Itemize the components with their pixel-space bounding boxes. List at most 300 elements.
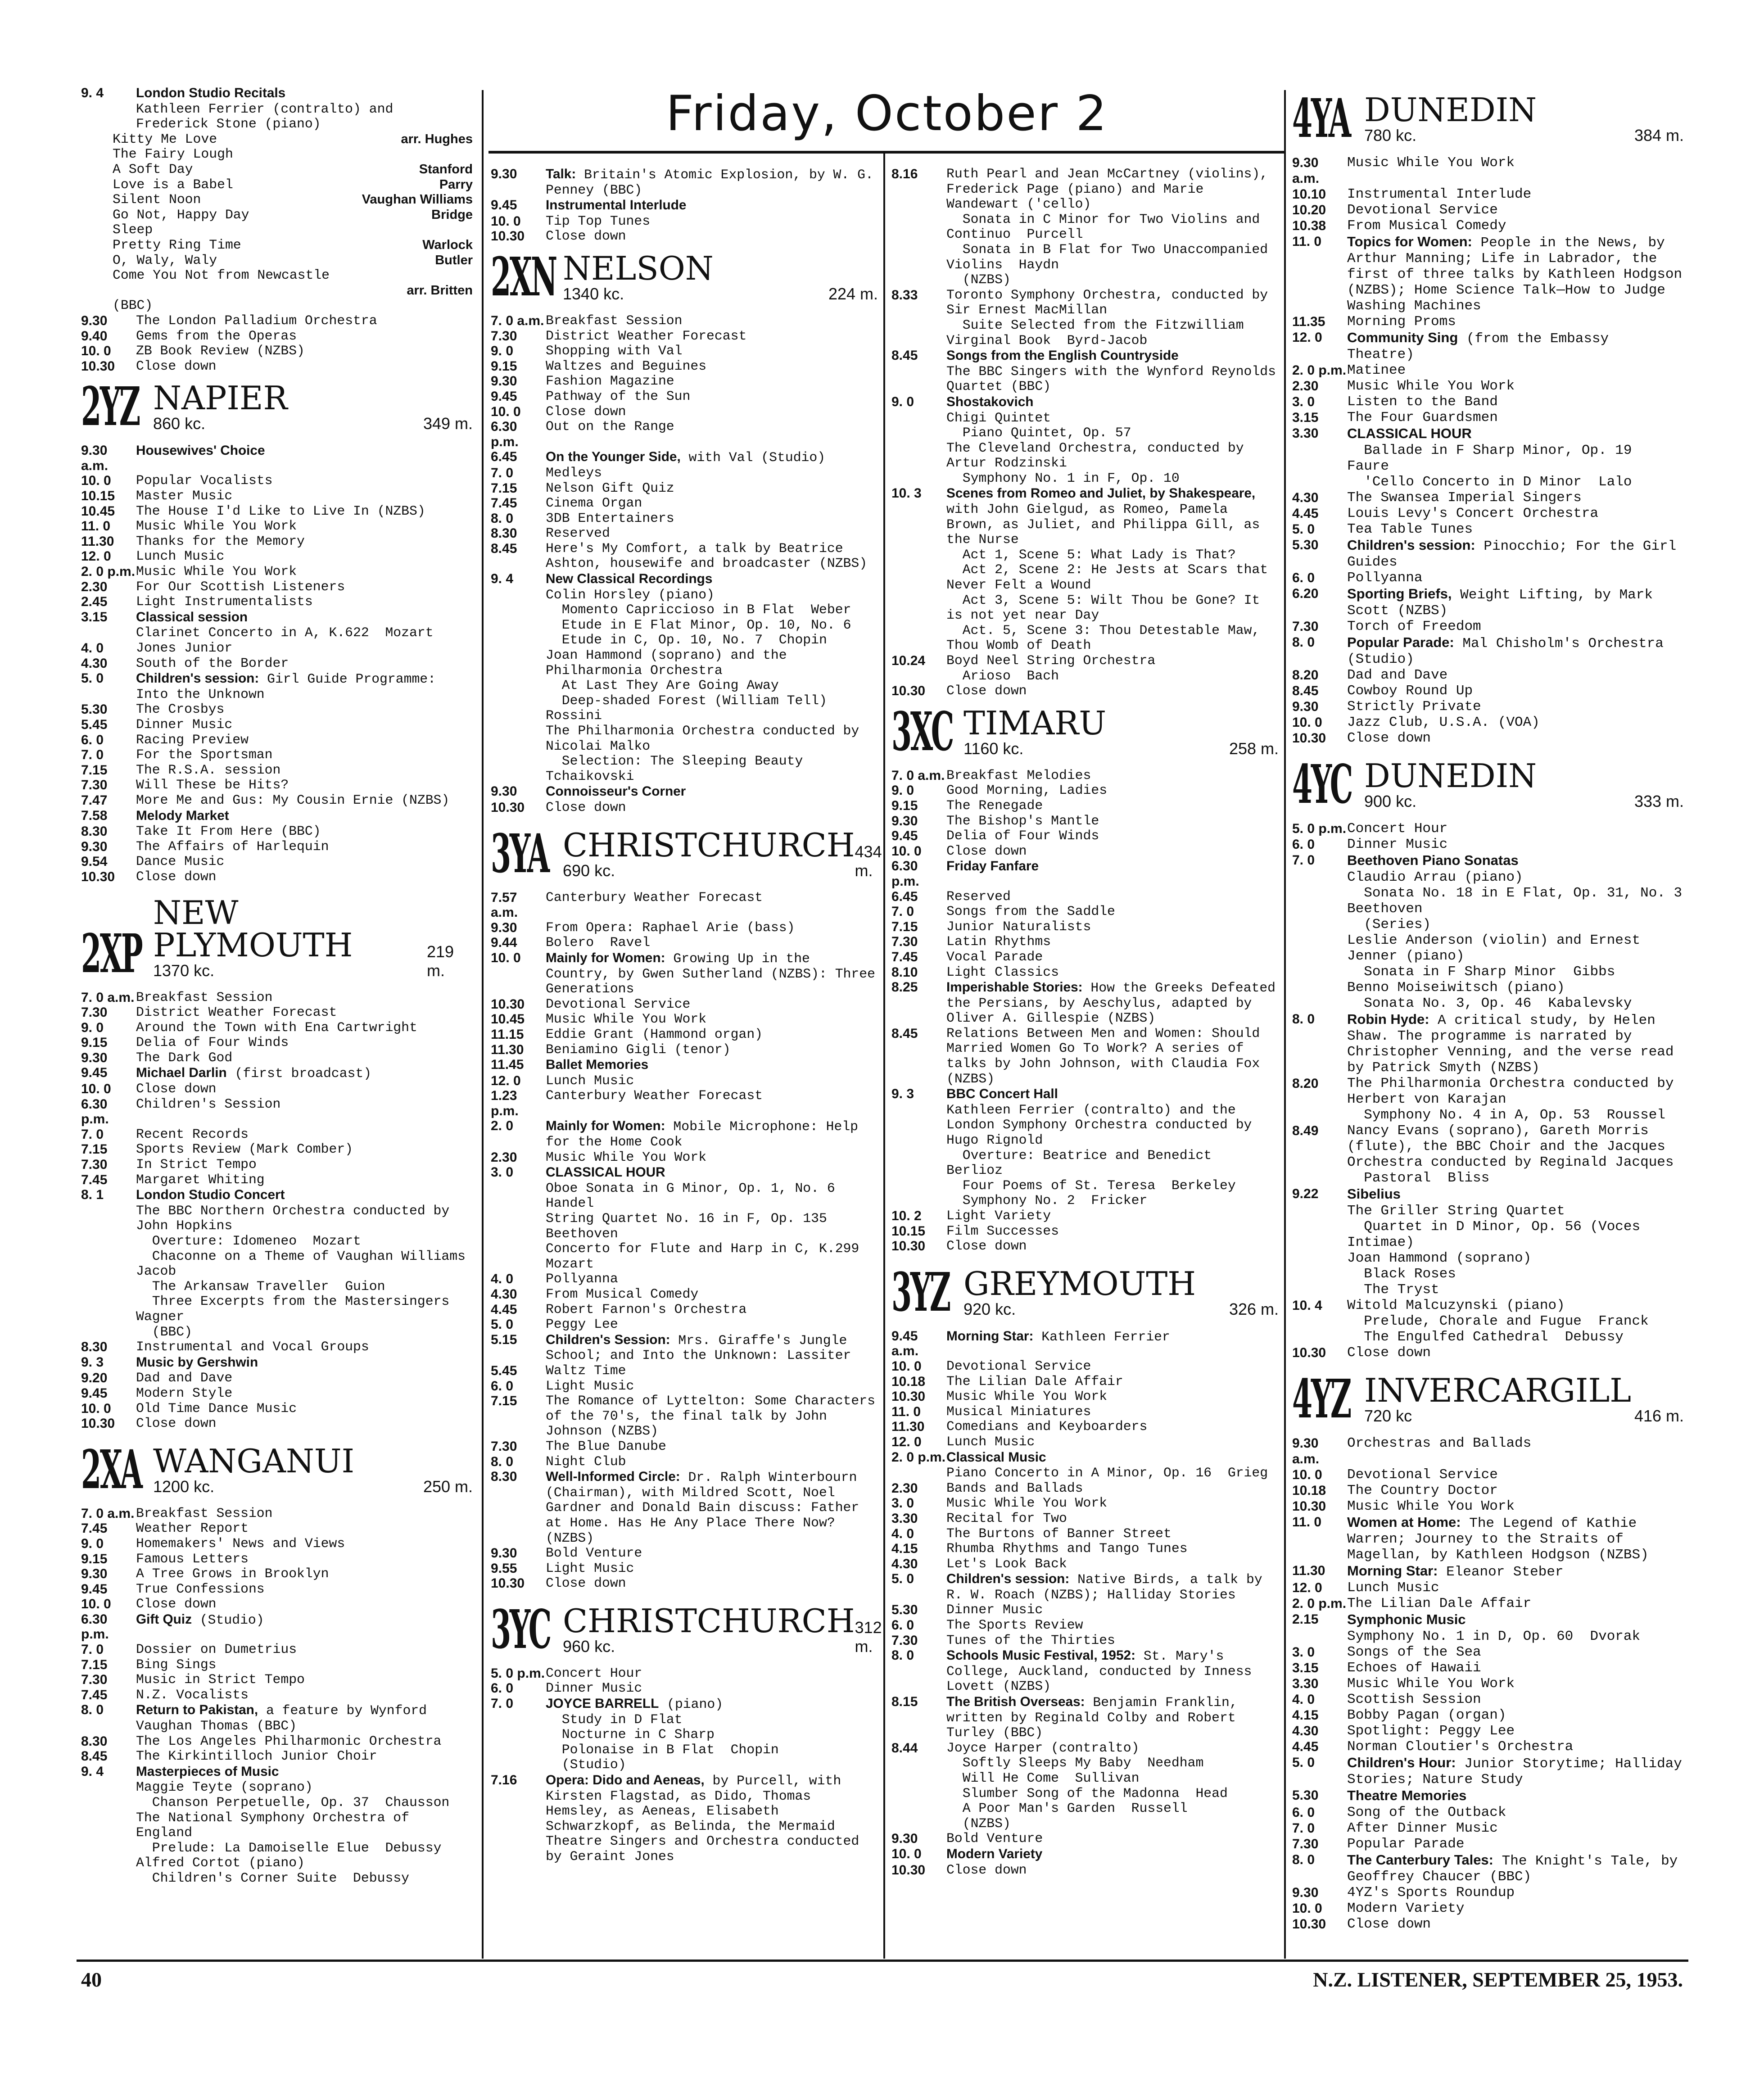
work-line xyxy=(81,132,473,147)
entry-time: 10. 0 xyxy=(1292,715,1322,730)
entry-text xyxy=(946,1648,1279,1694)
entry-text xyxy=(546,329,878,344)
schedule-entry xyxy=(81,102,473,132)
schedule-entry xyxy=(1292,1629,1684,1644)
entry-text xyxy=(546,1302,878,1317)
entry-heading: Return to Pakistan, xyxy=(136,1702,258,1718)
entry-time xyxy=(1292,885,1347,917)
entry-text xyxy=(136,1841,473,1856)
entry-text xyxy=(546,389,878,404)
entry-text xyxy=(946,814,1279,829)
schedule-entry xyxy=(1292,1467,1684,1483)
entry-time xyxy=(1292,1629,1347,1644)
entry-text xyxy=(136,656,473,671)
station-header xyxy=(491,822,882,885)
entry-time: 8.45 xyxy=(891,1026,918,1041)
entry-detail: Piano Quintet, Op. 57 xyxy=(946,425,1131,441)
entry-time: 9.30 xyxy=(491,1546,517,1561)
entry-time: 3.15 xyxy=(1292,410,1319,425)
schedule-entry xyxy=(1292,506,1684,521)
entry-text xyxy=(1347,1916,1684,1932)
entry-text xyxy=(136,1050,473,1066)
schedule-entry xyxy=(891,1178,1279,1194)
entry-detail: Close down xyxy=(136,1081,217,1097)
schedule-entry xyxy=(491,359,878,374)
station-city: TIMARU xyxy=(963,704,1107,742)
entry-detail: Delia of Four Winds xyxy=(946,828,1099,844)
entry-time: 3. 0 xyxy=(891,1496,914,1511)
entry-time xyxy=(891,623,946,653)
entry-detail: Close down xyxy=(946,1862,1027,1878)
entry-detail: N.Z. Vocalists xyxy=(136,1687,249,1702)
entry-time: 12. 0 xyxy=(81,549,111,564)
station-wavelength: 349 m. xyxy=(423,414,473,433)
schedule-entry xyxy=(891,844,1279,859)
entry-time: 5. 0 xyxy=(81,671,104,686)
station-city: DUNEDIN xyxy=(1364,757,1537,795)
entry-heading: The Canterbury Tales: xyxy=(1347,1852,1494,1868)
entry-text xyxy=(136,549,473,564)
schedule-entry xyxy=(81,824,473,839)
entry-time xyxy=(891,1193,946,1208)
entry-detail: At Last They Are Going Away xyxy=(546,678,779,693)
entry-text xyxy=(546,229,878,244)
entry-detail: Momento Capriccioso in B Flat Weber xyxy=(546,602,851,618)
schedule-entry xyxy=(1292,683,1684,699)
schedule-entry xyxy=(891,919,1279,935)
entry-time: 5.30 xyxy=(1292,538,1319,552)
entry-text xyxy=(136,489,473,504)
entry-detail: Modern Variety xyxy=(1347,1901,1465,1916)
entry-time: 5. 0 xyxy=(1292,522,1315,537)
entry-time: 7.45 xyxy=(891,949,918,964)
entry-time: 7.15 xyxy=(81,762,108,778)
entry-detail: The Philharmonia Orchestra conducted by Herbert von Karajan xyxy=(1347,1076,1683,1107)
entry-detail: Lunch Music xyxy=(136,548,225,564)
schedule-entry xyxy=(81,1325,473,1340)
entry-text xyxy=(1347,1755,1691,1788)
entry-text xyxy=(1347,155,1684,186)
entry-time xyxy=(891,364,946,394)
entry-detail: The Knight's Tale, by Geoffrey Chaucer (BBC) xyxy=(1347,1853,1686,1885)
schedule-entry xyxy=(81,1294,473,1324)
entry-text xyxy=(946,1786,1279,1801)
entry-time: 10.30 xyxy=(1292,1917,1326,1932)
entry-detail: Songs from the Saddle xyxy=(946,904,1115,919)
entry-detail: Devotional Service xyxy=(1347,202,1498,218)
entry-detail: Close down xyxy=(946,683,1027,699)
entry-detail: ZB Book Review (NZBS) xyxy=(136,343,305,359)
entry-time: 8.20 xyxy=(1292,668,1319,683)
entry-time: 9.54 xyxy=(81,854,108,869)
entry-text xyxy=(946,653,1279,669)
entry-detail: Three Excerpts from the Mastersingers Wagner xyxy=(136,1294,466,1324)
entry-time: 6. 0 xyxy=(1292,570,1315,585)
schedule-entry xyxy=(81,808,473,824)
entry-time: 9.45 xyxy=(491,389,517,404)
entry-detail: Cowboy Round Up xyxy=(1347,683,1473,699)
entry-heading: On the Younger Side, xyxy=(546,449,681,465)
entry-detail: Tunes of the Thirties xyxy=(946,1632,1115,1648)
entry-time: 7.45 xyxy=(491,496,517,511)
schedule-entry xyxy=(891,1026,1279,1086)
issue-line: N.Z. LISTENER, SEPTEMBER 25, 1953. xyxy=(1313,1968,1683,1991)
entry-text xyxy=(136,1688,473,1703)
entry-text xyxy=(1347,1852,1684,1885)
entry-text xyxy=(946,242,1279,272)
entry-time: 10.30 xyxy=(1292,731,1326,746)
station-name-block xyxy=(563,1602,855,1656)
entry-time xyxy=(81,1795,136,1810)
entry-heading: Mainly for Women: xyxy=(546,1118,665,1134)
schedule-entry xyxy=(1292,362,1684,378)
entry-text xyxy=(546,1150,878,1165)
entry-time xyxy=(891,1178,946,1194)
entry-detail: Pastoral Bliss xyxy=(1347,1170,1490,1186)
entry-detail: Selection: The Sleeping Beauty Tchaikovski xyxy=(546,753,819,784)
work-line xyxy=(81,268,473,283)
entry-text xyxy=(136,473,473,489)
entry-time: 11.15 xyxy=(491,1027,524,1042)
entry-text xyxy=(1347,1580,1684,1596)
entry-detail: String Quartet No. 16 in F, Op. 135 Beethoven xyxy=(546,1211,843,1241)
entry-text xyxy=(1347,964,1684,980)
entry-time: 6.45 xyxy=(891,889,918,904)
entry-text xyxy=(1347,1739,1684,1755)
work-line xyxy=(81,177,473,193)
entry-text xyxy=(1347,378,1684,394)
entry-text xyxy=(136,671,473,702)
schedule-entry xyxy=(891,1648,1279,1694)
entry-time xyxy=(491,1757,546,1773)
schedule-entry xyxy=(891,1329,1279,1359)
schedule-entry xyxy=(491,1363,878,1379)
entry-text xyxy=(136,641,473,656)
entry-text xyxy=(136,1871,473,1886)
entry-time: 12. 0 xyxy=(1292,330,1322,345)
entry-detail: For the Sportsman xyxy=(136,747,273,763)
entry-time xyxy=(81,102,136,132)
entry-detail: Four Poems of St. Teresa Berkeley xyxy=(946,1177,1236,1193)
entry-detail: Lunch Music xyxy=(1347,1580,1439,1596)
entry-time: 10.30 xyxy=(891,1389,926,1404)
entry-heading: Children's session: xyxy=(136,671,259,686)
entry-text xyxy=(1347,852,1684,869)
schedule-entry xyxy=(891,1756,1279,1771)
entry-text xyxy=(946,859,1279,889)
entry-text xyxy=(136,1734,473,1749)
schedule-entry xyxy=(81,1582,473,1597)
entry-text xyxy=(1347,218,1684,234)
entry-time: 9. 3 xyxy=(891,1086,914,1102)
entry-text xyxy=(1347,1467,1684,1483)
column-4 xyxy=(1292,86,1699,1950)
entry-text xyxy=(136,1371,473,1386)
station-header xyxy=(491,245,878,308)
entry-detail: Ruth Pearl and Jean McCartney (violins), Frederick Page (piano) and Marie Wandewart ('cello) xyxy=(946,166,1276,212)
entry-time: 10.45 xyxy=(491,1012,525,1027)
entry-heading: Friday Fanfare xyxy=(946,859,1039,874)
entry-time: 3.15 xyxy=(1292,1661,1319,1675)
entry-detail: District Weather Forecast xyxy=(136,1005,337,1020)
entry-detail: Spotlight: Peggy Lee xyxy=(1347,1723,1515,1739)
entry-text xyxy=(946,1389,1279,1404)
entry-time: 2.45 xyxy=(81,594,108,610)
entry-text xyxy=(546,1773,878,1865)
schedule-entry xyxy=(1292,1644,1684,1660)
schedule-entry xyxy=(81,443,473,473)
entry-time xyxy=(491,754,546,784)
entry-time: 8.30 xyxy=(81,1340,108,1355)
entry-text xyxy=(946,919,1279,935)
entry-time: 8.30 xyxy=(491,1469,517,1484)
entry-text xyxy=(1347,1629,1684,1644)
entry-detail: Light Instrumentalists xyxy=(136,594,313,610)
entry-time xyxy=(491,633,546,648)
entry-time: 9.15 xyxy=(81,1035,108,1050)
entry-detail: The Romance of Lyttelton: Some Characters of the 70's, the final talk by John Johnson (NZBS) xyxy=(546,1393,883,1439)
work-line xyxy=(81,298,473,313)
entry-heading: Michael Darlin xyxy=(136,1065,227,1081)
entry-text xyxy=(136,1340,473,1355)
entry-detail: Music While You Work xyxy=(546,1011,707,1027)
schedule-entry xyxy=(891,1435,1279,1450)
entry-time: 10. 0 xyxy=(81,1082,111,1097)
entry-text xyxy=(136,1552,473,1567)
entry-detail: Canterbury Weather Forecast xyxy=(546,889,763,905)
schedule-entry xyxy=(491,784,878,800)
entry-text xyxy=(1347,1901,1684,1916)
schedule-entry xyxy=(1292,1916,1684,1932)
schedule-entry xyxy=(81,1142,473,1157)
entry-detail: Good Morning, Ladies xyxy=(946,783,1108,798)
entry-text xyxy=(546,602,878,618)
entry-time: 7. 0 xyxy=(891,904,914,919)
entry-text xyxy=(946,1771,1279,1786)
entry-time: 7.45 xyxy=(81,1687,108,1702)
entry-detail: Instrumental Interlude xyxy=(1347,186,1532,202)
schedule-entry xyxy=(491,1165,878,1181)
entry-time: 7.47 xyxy=(81,792,108,808)
schedule-entry xyxy=(81,1612,473,1642)
entry-text xyxy=(1347,1107,1684,1123)
entry-detail: Tip Top Tunes xyxy=(546,213,651,229)
entry-text xyxy=(1347,186,1684,202)
entry-detail: The Burtons of Banner Street xyxy=(946,1525,1172,1541)
entry-heading: Morning Star: xyxy=(1347,1563,1438,1579)
entry-text xyxy=(946,1404,1279,1420)
entry-time: 10. 4 xyxy=(1292,1298,1322,1313)
entry-text xyxy=(136,1279,473,1294)
entry-time: 10. 0 xyxy=(1292,1467,1322,1482)
entry-detail: True Confessions xyxy=(136,1581,265,1597)
entry-time: 8.10 xyxy=(891,964,918,980)
station-wavelength: 224 m. xyxy=(828,284,878,303)
entry-time: 10. 0 xyxy=(491,950,521,965)
schedule-entry xyxy=(81,1688,473,1703)
schedule-entry xyxy=(81,1749,473,1764)
schedule-entry xyxy=(1292,837,1684,852)
schedule-entry xyxy=(1292,1514,1684,1563)
entry-text xyxy=(1347,1282,1684,1298)
entry-detail: Dr. Ralph Winterbourn (Chairman), with Mildred Scott, Noel Gardner and Donald Bain discuss: Father at Home. Has He Any Place There Now? (NZBS) xyxy=(546,1470,868,1546)
work-composer: Parry xyxy=(439,177,473,192)
entry-text xyxy=(946,934,1279,950)
schedule-entry xyxy=(491,481,878,496)
entry-time: 8. 0 xyxy=(491,1454,514,1469)
entry-time: 2. 0 p.m. xyxy=(1292,1596,1347,1611)
entry-detail: Mrs. Giraffe's Jungle School; and Into the Unknown: Lassiter xyxy=(546,1332,855,1363)
schedule-entry xyxy=(891,934,1279,950)
entry-detail: Quartet in D Minor, Op. 56 (Voces Intimae) xyxy=(1347,1219,1649,1250)
schedule-entry xyxy=(491,374,878,389)
entry-text xyxy=(946,1618,1279,1633)
entry-time: 8. 0 xyxy=(81,1702,104,1718)
entry-time: 8.30 xyxy=(81,824,108,839)
entry-time xyxy=(891,1466,946,1481)
entry-detail: Dinner Music xyxy=(136,716,233,732)
entry-text xyxy=(946,1224,1279,1239)
entry-time: 9.30 xyxy=(81,1050,108,1065)
entry-text xyxy=(1347,1170,1684,1186)
entry-heading: Women at Home: xyxy=(1347,1514,1461,1530)
entry-text xyxy=(1347,619,1684,634)
entry-text xyxy=(546,800,878,815)
schedule-entry xyxy=(891,623,1279,653)
entry-detail: Clarinet Concerto in A, K.622 Mozart xyxy=(136,625,434,641)
schedule-entry xyxy=(1292,570,1684,586)
entry-text xyxy=(546,693,878,724)
entry-time xyxy=(891,212,946,242)
entry-text xyxy=(546,167,882,198)
entry-detail: Jazz Club, U.S.A. (VOA) xyxy=(1347,715,1540,730)
entry-detail: Peggy Lee xyxy=(546,1317,618,1332)
entry-time xyxy=(1292,1250,1347,1266)
entry-detail: For Our Scottish Listeners xyxy=(136,579,345,594)
entry-detail: In Strict Tempo xyxy=(136,1157,257,1172)
station-city: NEW PLYMOUTH xyxy=(153,893,353,964)
entry-time xyxy=(491,1742,546,1758)
schedule-entry xyxy=(891,828,1279,844)
entry-detail: Medleys xyxy=(546,465,602,480)
entry-detail: Shopping with Val xyxy=(546,343,683,359)
entry-text xyxy=(136,869,473,885)
schedule-entry xyxy=(491,618,878,633)
schedule-entry xyxy=(81,869,473,885)
entry-detail: From Musical Comedy xyxy=(546,1286,699,1302)
work-title: Love is a Babel xyxy=(113,177,233,192)
entry-time: 10.24 xyxy=(891,653,926,668)
station-name-block xyxy=(963,704,1107,758)
entry-time xyxy=(1292,443,1347,474)
station-frequency: 720 kc xyxy=(1364,1407,1412,1425)
entry-text xyxy=(1347,932,1684,964)
schedule-entry xyxy=(1292,1219,1684,1250)
entry-time xyxy=(891,1801,946,1816)
entry-text xyxy=(136,102,473,132)
entry-time: 6. 0 xyxy=(1292,1805,1315,1820)
entry-text xyxy=(546,1561,878,1576)
entry-detail: The BBC Northern Orchestra conducted by John Hopkins xyxy=(136,1203,458,1234)
entry-text xyxy=(546,1454,878,1470)
entry-detail: Lunch Music xyxy=(546,1073,634,1088)
entry-text xyxy=(546,1379,878,1394)
entry-detail: Concerto for Flute and Harp in C, K.299 Mozart xyxy=(546,1241,875,1272)
entry-time: 2. 0 xyxy=(491,1118,514,1134)
schedule-entry xyxy=(1292,1498,1684,1514)
entry-text xyxy=(136,534,473,549)
entry-text xyxy=(946,1741,1279,1756)
schedule-entry xyxy=(1292,1345,1684,1361)
work-composer: Butler xyxy=(435,253,473,267)
schedule-entry xyxy=(1292,1596,1684,1611)
entry-detail: Comedians and Keyboarders xyxy=(946,1419,1148,1435)
entry-detail: Eddie Grant (Hammond organ) xyxy=(546,1026,763,1042)
entry-text xyxy=(546,1757,878,1773)
entry-time: 7.57 a.m. xyxy=(491,890,521,920)
entry-detail: 'Cello Concerto in D Minor Lalo xyxy=(1347,474,1632,490)
entry-text xyxy=(946,1374,1279,1389)
entry-text xyxy=(546,1696,878,1712)
entry-time xyxy=(1292,1282,1347,1298)
entry-time: 1.23 p.m. xyxy=(491,1088,521,1118)
entry-heading: The British Overseas: xyxy=(946,1694,1085,1710)
entry-time xyxy=(491,1181,546,1211)
schedule-entry xyxy=(891,1086,1279,1103)
entry-heading: Symphonic Music xyxy=(1347,1611,1466,1627)
entry-detail: South of the Border xyxy=(136,655,289,671)
station-4ya xyxy=(1292,87,1691,746)
entry-text xyxy=(546,1317,878,1332)
entry-heading: Sibelius xyxy=(1347,1186,1401,1202)
schedule-entry xyxy=(81,1097,473,1127)
entry-time xyxy=(81,1294,136,1324)
station-callsign: 4YC xyxy=(1292,753,1352,815)
schedule-entry xyxy=(1292,394,1684,410)
entry-text xyxy=(546,633,878,648)
schedule-entry xyxy=(81,1702,473,1733)
schedule-entry xyxy=(491,229,878,244)
entry-time xyxy=(1292,917,1347,932)
entry-text xyxy=(1347,699,1684,715)
entry-time xyxy=(491,602,546,618)
schedule-entry xyxy=(491,1773,878,1865)
entry-text xyxy=(136,717,473,733)
schedule-entry xyxy=(491,754,878,784)
station-name-block xyxy=(1364,757,1537,811)
entry-time: 6. 0 xyxy=(81,732,104,747)
entry-time: 9.30 xyxy=(1292,1885,1319,1900)
entry-text xyxy=(1347,490,1684,506)
schedule-entry xyxy=(1292,1313,1684,1329)
entry-detail: Sonata in C Minor for Two Violins and Continuo Purcell xyxy=(946,211,1268,242)
entry-detail: Sonata in F Sharp Minor Gibbs xyxy=(1347,964,1615,980)
entry-time: 7.30 xyxy=(491,1439,517,1454)
entry-heading: Theatre Memories xyxy=(1347,1788,1467,1803)
entry-detail: Overture: Idomeneo Mozart xyxy=(136,1233,361,1249)
schedule-entry xyxy=(1292,634,1684,667)
entry-time: 9.30 xyxy=(491,784,517,799)
entry-time: 8.45 xyxy=(1292,683,1319,698)
schedule-entry xyxy=(891,1239,1279,1254)
station-callsign: 2XN xyxy=(491,245,556,308)
entry-detail: Master Music xyxy=(136,488,233,504)
entry-text xyxy=(546,754,878,784)
schedule-entry xyxy=(81,1780,473,1795)
entry-time: 2. 0 p.m. xyxy=(81,564,136,579)
entry-text xyxy=(946,272,1279,288)
entry-text xyxy=(136,1082,473,1097)
